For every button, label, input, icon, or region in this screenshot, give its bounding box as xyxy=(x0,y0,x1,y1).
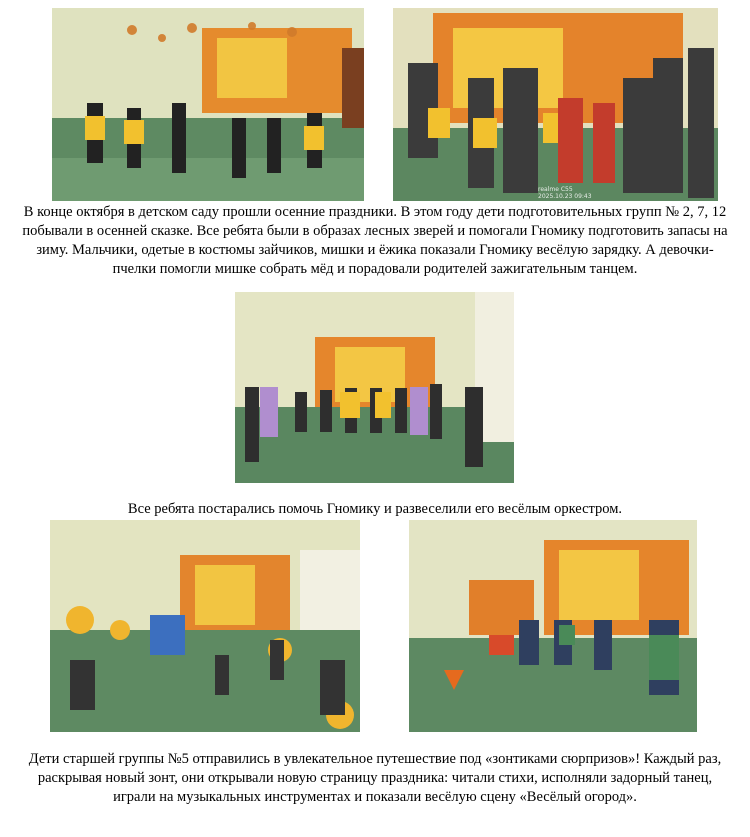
photo-2 xyxy=(393,8,718,201)
camera-model-text: realme C55 xyxy=(538,186,573,193)
camera-datetime-text: 2025.10.23 09:43 xyxy=(538,193,592,200)
kindergarten-party-image-5 xyxy=(409,520,697,732)
caption-3 xyxy=(18,750,732,807)
camera-stamp xyxy=(538,186,592,200)
photo-3 xyxy=(235,292,514,483)
kindergarten-party-image-3 xyxy=(235,292,514,483)
kindergarten-party-image-1 xyxy=(52,8,364,201)
caption-2 xyxy=(18,500,732,519)
photo-1 xyxy=(52,8,364,201)
photo-5 xyxy=(409,520,697,732)
kindergarten-party-image-4 xyxy=(50,520,360,732)
kindergarten-party-image-2 xyxy=(393,8,718,201)
caption-3-text: Дети старшей группы №5 отправились в увлекательное путешествие под «зонтиками сюрпризов»! Каждый раз, раскрывая новый зонт, они открывали новую страницу праздника: читали стихи, исполняли задорный танец, играли на музыкальных инструментах и показали весёлую сцену «Весёлый огород». xyxy=(28,751,722,805)
caption-1-text: В конце октября в детском саду прошли осенние праздники. В этом году дети подготовительных групп № 2, 7, 12 побывали в осенней сказке. Все ребята были в образах лесных зверей и помогали Гномику подготовить запасы на зиму. Мальчики, одетые в костюмы зайчиков, мишки и ёжика показали Гномику весёлую зарядку. А девочки-пчелки помогли мишке собрать мёд и порадовали родителей зажигательным танцем. xyxy=(22,204,728,277)
photo-4 xyxy=(50,520,360,732)
caption-2-text: Все ребята постарались помочь Гномику и развеселили его весёлым оркестром. xyxy=(127,501,623,517)
caption-1 xyxy=(18,203,732,279)
